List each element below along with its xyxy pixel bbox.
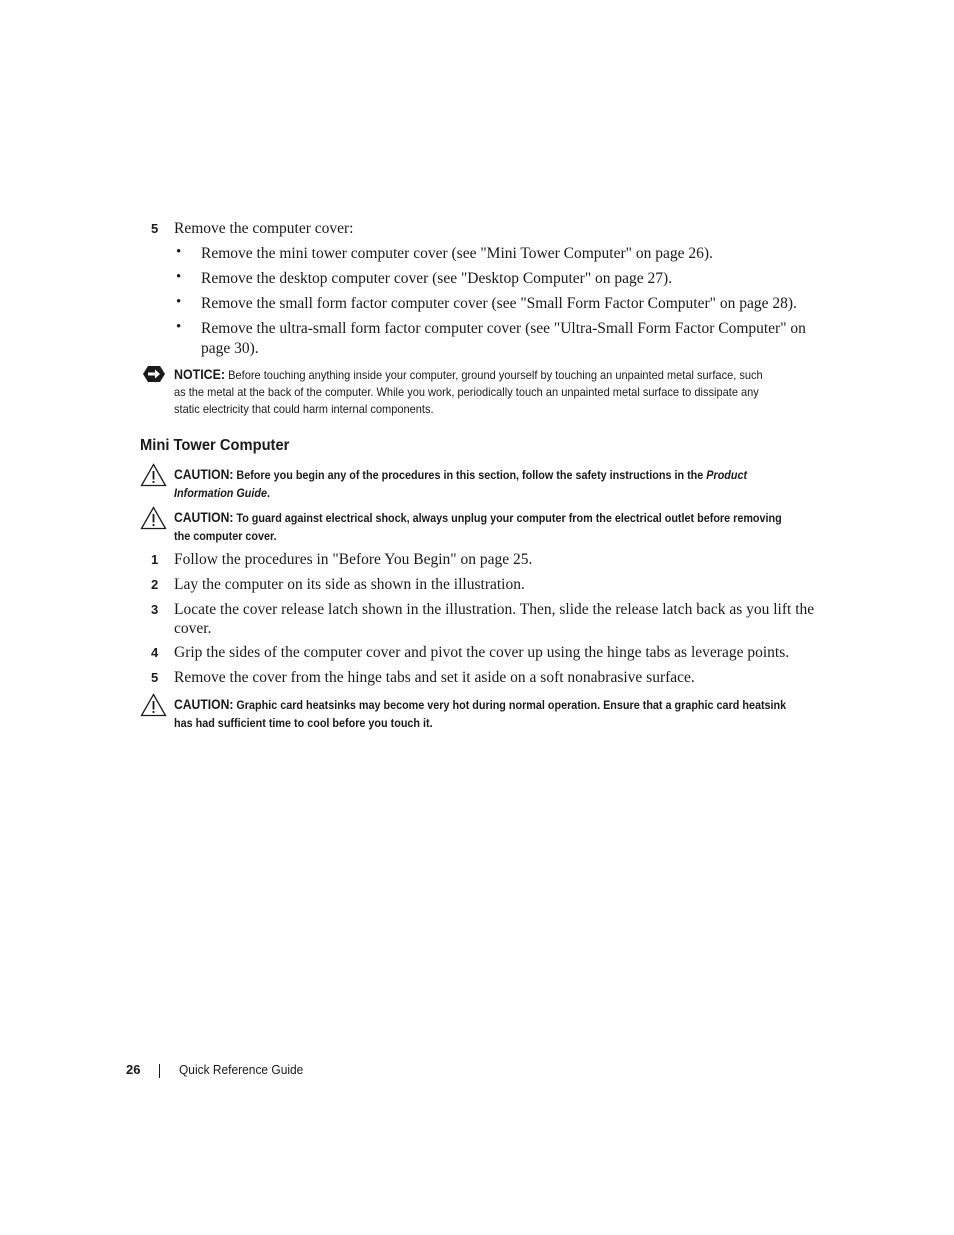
page-number: 26: [126, 1062, 141, 1077]
step-number: 5: [151, 670, 159, 685]
step-number: 3: [151, 602, 159, 617]
caution-body: Graphic card heatsinks may become very hot during normal operation. Ensure that a graphic card heatsink has had sufficient time to cool before you touch it.: [174, 698, 787, 730]
step-text: Grip the sides of the computer cover and pivot the cover up using the hinge tabs as leverage points.: [174, 644, 790, 661]
bullet-symbol: •: [176, 319, 182, 335]
bullet-item: Remove the ultra-small form factor computer cover (see "Ultra-Small Form Factor Computer" on page 30).: [201, 320, 806, 357]
step-number: 4: [151, 645, 159, 660]
bullet-symbol: •: [176, 294, 182, 310]
notice-body: Before touching anything inside your computer, ground yourself by touching an unpainted metal surface, such as the metal at the back of the computer. While you work, periodically touch an unpainted metal surface to dissipate any static electricity that could harm internal components.: [174, 368, 763, 416]
caution-label: CAUTION:: [174, 467, 234, 482]
bullet-symbol: •: [176, 269, 182, 285]
bullet-item: Remove the small form factor computer cover (see "Small Form Factor Computer" on page 28).: [201, 295, 797, 312]
caution-label: CAUTION:: [174, 510, 234, 525]
step-text: Remove the cover from the hinge tabs and set it aside on a soft nonabrasive surface.: [174, 669, 695, 686]
warning-triangle-icon: [140, 463, 167, 492]
bullet-item: Remove the desktop computer cover (see "Desktop Computer" on page 27).: [201, 270, 673, 287]
step-number: 1: [151, 552, 159, 567]
notice-label: NOTICE:: [174, 367, 226, 382]
step-text: Follow the procedures in "Before You Begin" on page 25.: [174, 551, 533, 568]
notice-arrow-icon: [142, 365, 166, 388]
bullet-symbol: •: [176, 244, 182, 260]
step-text: Lay the computer on its side as shown in the illustration.: [174, 576, 525, 593]
footer-divider: [159, 1064, 160, 1078]
footer-title: Quick Reference Guide: [179, 1062, 304, 1077]
step-text: Remove the computer cover:: [174, 220, 354, 237]
caution-text: [174, 466, 795, 502]
caution-body-end: .: [267, 485, 271, 500]
notice-text: [174, 366, 763, 418]
caution-label: CAUTION:: [174, 697, 234, 712]
bullet-item: Remove the mini tower computer cover (see "Mini Tower Computer" on page 26).: [201, 245, 713, 262]
warning-triangle-icon: [140, 506, 167, 535]
section-heading: Mini Tower Computer: [140, 437, 290, 454]
step-number: 2: [151, 577, 159, 592]
caution-text: [174, 509, 795, 545]
step-number: 5: [151, 221, 159, 236]
caution-italic-title: Product Information Guide: [174, 468, 748, 500]
caution-body: To guard against electrical shock, always unplug your computer from the electrical outlet before removing the computer cover.: [174, 511, 782, 543]
step-text: Locate the cover release latch shown in the illustration. Then, slide the release latch back as you lift the cover.: [174, 601, 815, 637]
caution-body: Before you begin any of the procedures in this section, follow the safety instructions in the: [236, 468, 704, 482]
caution-text: [174, 696, 795, 732]
warning-triangle-icon: [140, 693, 167, 722]
